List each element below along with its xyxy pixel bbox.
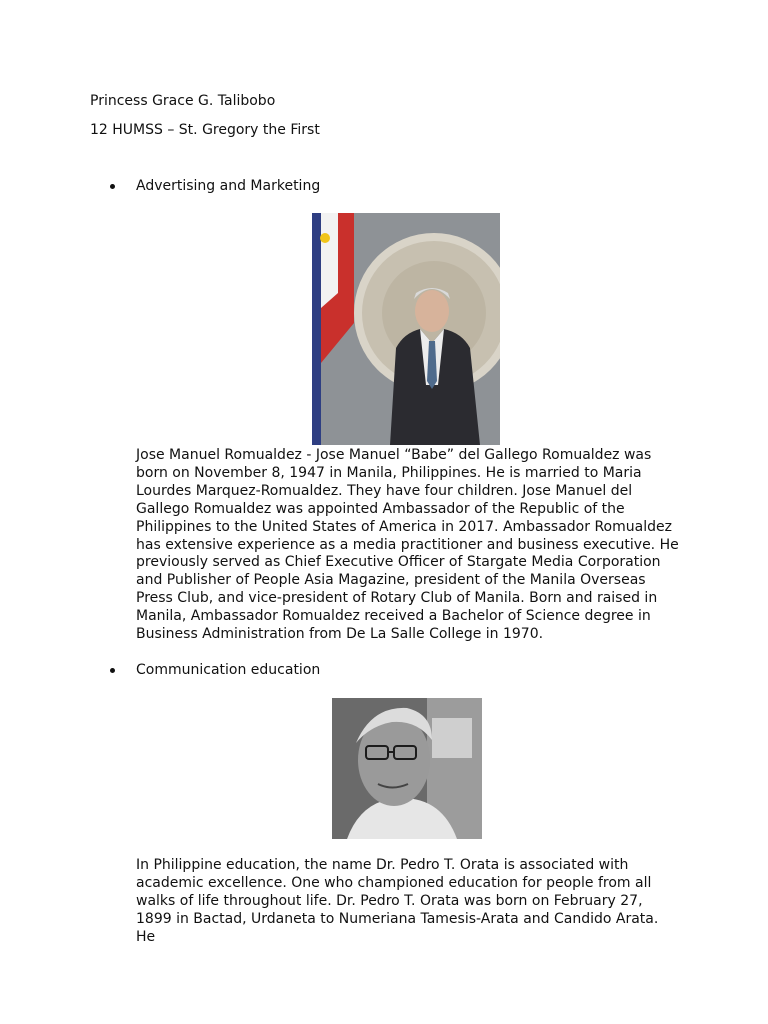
- bullet-icon: [110, 184, 115, 189]
- orata-biography: In Philippine education, the name Dr. Pedro T. Orata is associated with academic excellence. One who championed education for people from all walks of life throughout life. Dr. Pedro T. Orata was born on February 27, 1899 in Bactad, Urdaneta to Numeriana Tamesis-Arata and Candido Arata. He: [136, 857, 659, 945]
- author-name: Princess Grace G. Talibobo: [90, 93, 276, 109]
- bullet-icon: [110, 668, 115, 673]
- bullet-heading: Communication education: [136, 662, 321, 678]
- romualdez-photo: [312, 213, 500, 445]
- bullet-heading: Advertising and Marketing: [136, 178, 321, 194]
- orata-photo: [332, 698, 482, 839]
- romualdez-biography: Jose Manuel Romualdez - Jose Manuel “Babe” del Gallego Romualdez was born on November 8, 1947 in Manila, Philippines. He is married to Maria Lourdes Marquez-Romualdez. They have four children. Jose Manuel del Gallego Romualdez was appointed Ambassador of the Republic of the Philippines to the United States of America in 2017. Ambassador Romualdez has extensive experience as a media practitioner and business executive. He previously served as Chief Executive Officer of Stargate Media Corporation and Publisher of People Asia Magazine, president of the Manila Overseas Press Club, and vice-president of Rotary Club of Manila. Born and raised in Manila, Ambassador Romualdez received a Bachelor of Science degree in Business Administration from De La Salle College in 1970.: [136, 447, 679, 643]
- class-section: 12 HUMSS – St. Gregory the First: [90, 122, 320, 138]
